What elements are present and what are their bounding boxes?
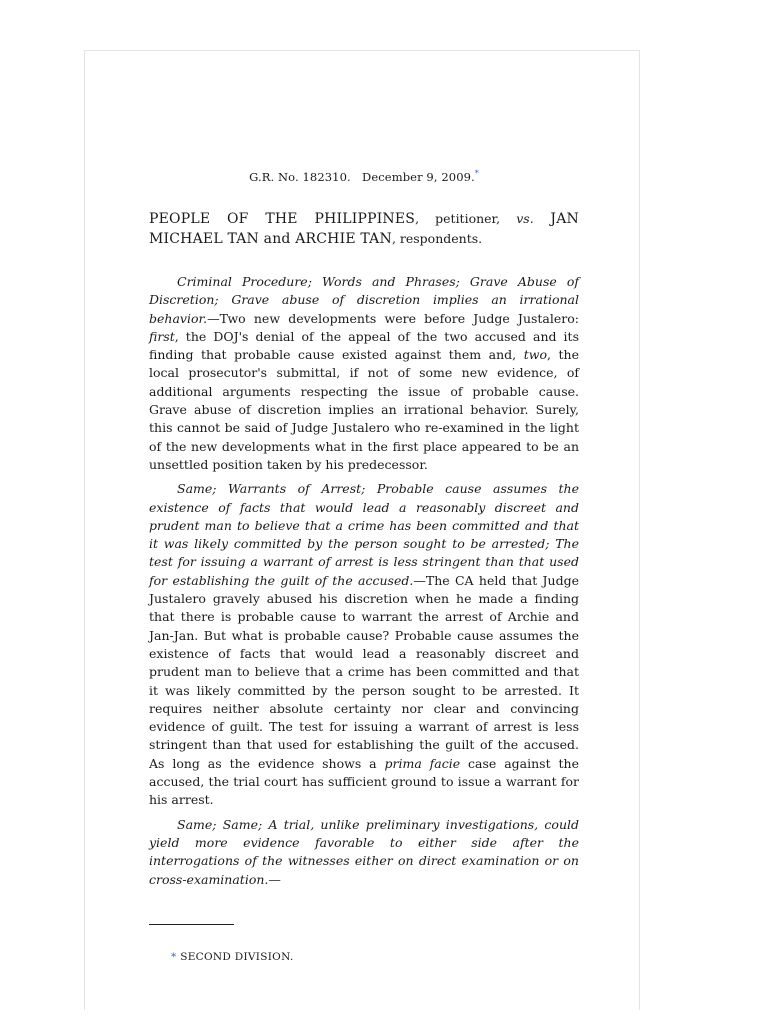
footnote-text: SECOND DIVISION. [176, 951, 294, 963]
document-page [84, 50, 640, 1010]
respondent-names: JAN MICHAEL TAN and ARCHIE TAN [149, 211, 579, 247]
syllabus-emphasis: two [523, 347, 547, 363]
footnote-divider [149, 924, 234, 925]
footnote-marker[interactable]: * [171, 951, 177, 963]
syllabus-text: , the DOJ's denial of the appeal of the two accused and its finding that probable cause existed against them and, [149, 328, 579, 363]
syllabus-text: , the local prosecutor's submittal, if not of some new evidence, of additional arguments respecting the issue of probable cause. Grave abuse of discretion implies an irrational behavior. Surely, this cannot be said of Judge Justalero who re-examined in the light of the new developments what in the first place appeared to be an unsettled position taken by his predecessor. [149, 347, 579, 472]
syllabus-paragraph [149, 273, 579, 474]
petitioner-name: PEOPLE OF THE PHILIPPINES [149, 211, 416, 227]
case-header [149, 169, 579, 184]
syllabus-keywords: Same; Same; A trial, unlike preliminary investigations, could yield more evidence favorable to either side after the interrogations of the witnesses either on direct examination or on cross-examination.— [149, 816, 579, 887]
versus-label: vs. [516, 211, 534, 226]
syllabus-keywords: Same; Warrants of Arrest; Probable cause assumes the existence of facts that would lead a reasonably discreet and prudent man to believe that a crime has been committed and that it was likely committed by the person sought to be arrested; The test for issuing a warrant of arrest is less stringent than that used for establishing the guilt of the accused. [149, 481, 579, 588]
syllabus [149, 273, 579, 895]
syllabus-paragraph [149, 816, 579, 889]
syllabus-emphasis: first [149, 328, 175, 344]
case-number: G.R. No. 182310. [249, 169, 351, 184]
petitioner-role: , petitioner, [415, 211, 517, 226]
syllabus-text: —Two new developments were before Judge Justalero: [207, 310, 579, 326]
respondent-role: , respondents. [391, 231, 483, 246]
case-parties [149, 209, 579, 249]
syllabus-emphasis: prima facie [384, 755, 461, 771]
syllabus-text: —The CA held that Judge Justalero gravely abused his discretion when he made a finding that there is probable cause to warrant the arrest of Archie and Jan-Jan. But what is probable cause? Probable cause assumes the existence of facts that would lead a reasonably discreet and prudent man to believe that a crime has been committed and that it was likely committed by the person sought to be arrested. It requires neither absolute certainty nor clear and convincing evidence of guilt. The test for issuing a warrant of arrest is less stringent than that used for establishing the guilt of the accused. As long as the evidence shows a [149, 572, 580, 771]
syllabus-keywords: Criminal Procedure; Words and Phrases; Grave Abuse of Discretion; Grave abuse of discretion implies an irrational behavior. [149, 274, 579, 326]
syllabus-paragraph [149, 480, 579, 809]
footnote-reference[interactable]: * [474, 169, 479, 178]
syllabus-text: case against the accused, the trial court has sufficient ground to issue a warrant for his arrest. [149, 755, 579, 808]
case-date: December 9, 2009. [362, 169, 475, 184]
footnote [171, 951, 294, 963]
